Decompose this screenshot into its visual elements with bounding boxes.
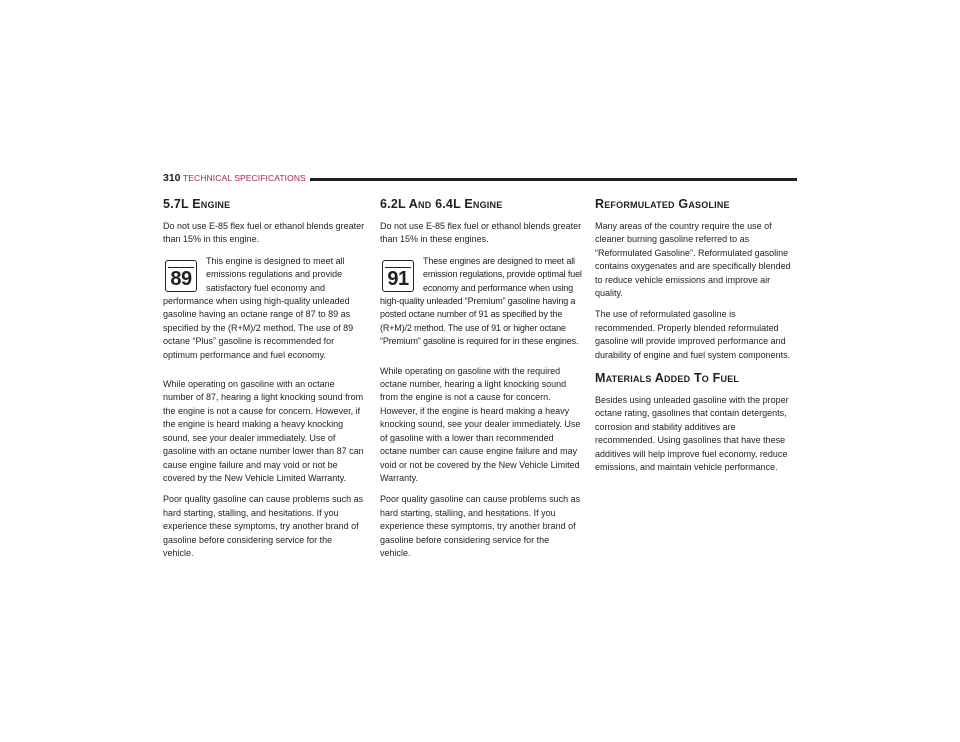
- paragraph-knocking: While operating on gasoline with an octane number of 87, hearing a light knocking sound from the engine is not a cause for concern. However, if the engine is heard making a heavy knocking sound, see your dealer immediately. Use of gasoline with an octane number lower than 87 can cause engine failure and may void or not be covered by the New Vehicle Limited Warranty.: [163, 379, 364, 483]
- heading-reformulated-gasoline: Reformulated Gasoline: [595, 197, 730, 211]
- page-header: [163, 172, 797, 186]
- paragraph-e85-warning-2: Do not use E-85 flex fuel or ethanol blends greater than 15% in these engines.: [380, 221, 582, 245]
- heading-materials-added: Materials Added To Fuel: [595, 371, 740, 386]
- header-rule: [310, 178, 797, 181]
- octane-89-number: 89: [170, 267, 192, 290]
- paragraph-premium-required: These engines are designed to meet all emission regulations, provide optimal fuel economy and performance when using high-quality unleaded “Premium” gasoline having a posted octane number of 91 as specified by the (R+M)/2 method. The use of 91 or higher octane “Premium” gasoline is required for in these engines.: [380, 255, 582, 347]
- paragraph-poor-quality: Poor quality gasoline can cause problems such as hard starting, stalling, and hesitations. If you experience these symptoms, try another brand of gasoline before considering service for the vehicle.: [163, 494, 364, 558]
- page-number: 310: [163, 172, 181, 184]
- paragraph-reformulated-intro: Many areas of the country require the use of cleaner burning gasoline referred to as “Reformulated Gasoline”. Reformulated gasoline contains oxygenates and are specifically blended to reduce vehicle emissions and improve air quality.: [595, 221, 791, 299]
- column-5-7l-engine: [163, 196, 365, 568]
- paragraph-poor-quality-2: Poor quality gasoline can cause problems such as hard starting, stalling, and hesitations. If you experience these symptoms, try another brand of gasoline before considering service for the vehicle.: [380, 494, 581, 558]
- octane-89-icon: [165, 260, 197, 292]
- octane-paragraph-block-2: [380, 255, 582, 357]
- paragraph-octane-range: This engine is designed to meet all emissions regulations and provide satisfactory fuel economy and performance when using high-quality unleaded gasoline having an octane range of 87 to 89 as specified by the (R+M)/2 method. The use of 89 octane “Plus” gasoline is recommended for optimum performance and fuel economy.: [163, 255, 354, 360]
- octane-91-icon: [382, 260, 414, 292]
- octane-91-number: 91: [387, 267, 409, 290]
- column-6-2l-6-4l-engine: [380, 196, 582, 568]
- paragraph-knocking-2: While operating on gasoline with the required octane number, hearing a light knocking sound from the engine is not a cause for concern. However, if the engine is heard making a heavy knocking sound, see your dealer immediately. Use of gasoline with a lower than recommended octane number can cause engine failure and may void or not be covered by the New Vehicle Limited Warranty.: [380, 365, 581, 483]
- heading-6-2l-6-4l-engine: 6.2L And 6.4L Engine: [380, 197, 503, 211]
- paragraph-e85-warning: Do not use E-85 flex fuel or ethanol blends greater than 15% in this engine.: [163, 221, 365, 245]
- paragraph-additives: Besides using unleaded gasoline with the proper octane rating, gasolines that contain detergents, corrosion and stability additives are recommended. Using gasolines that have these additives will help improve fuel economy, reduce emissions, and maintain vehicle performance.: [595, 395, 789, 473]
- section-title: TECHNICAL SPECIFICATIONS: [183, 173, 306, 183]
- paragraph-reformulated-recommended: The use of reformulated gasoline is recommended. Properly blended reformulated gasoline will provide improved performance and durability of engine and fuel system components.: [595, 309, 791, 360]
- octane-paragraph-block: [163, 255, 365, 370]
- heading-5-7l-engine: 5.7L Engine: [163, 197, 231, 211]
- column-reformulated-gasoline: [595, 196, 797, 483]
